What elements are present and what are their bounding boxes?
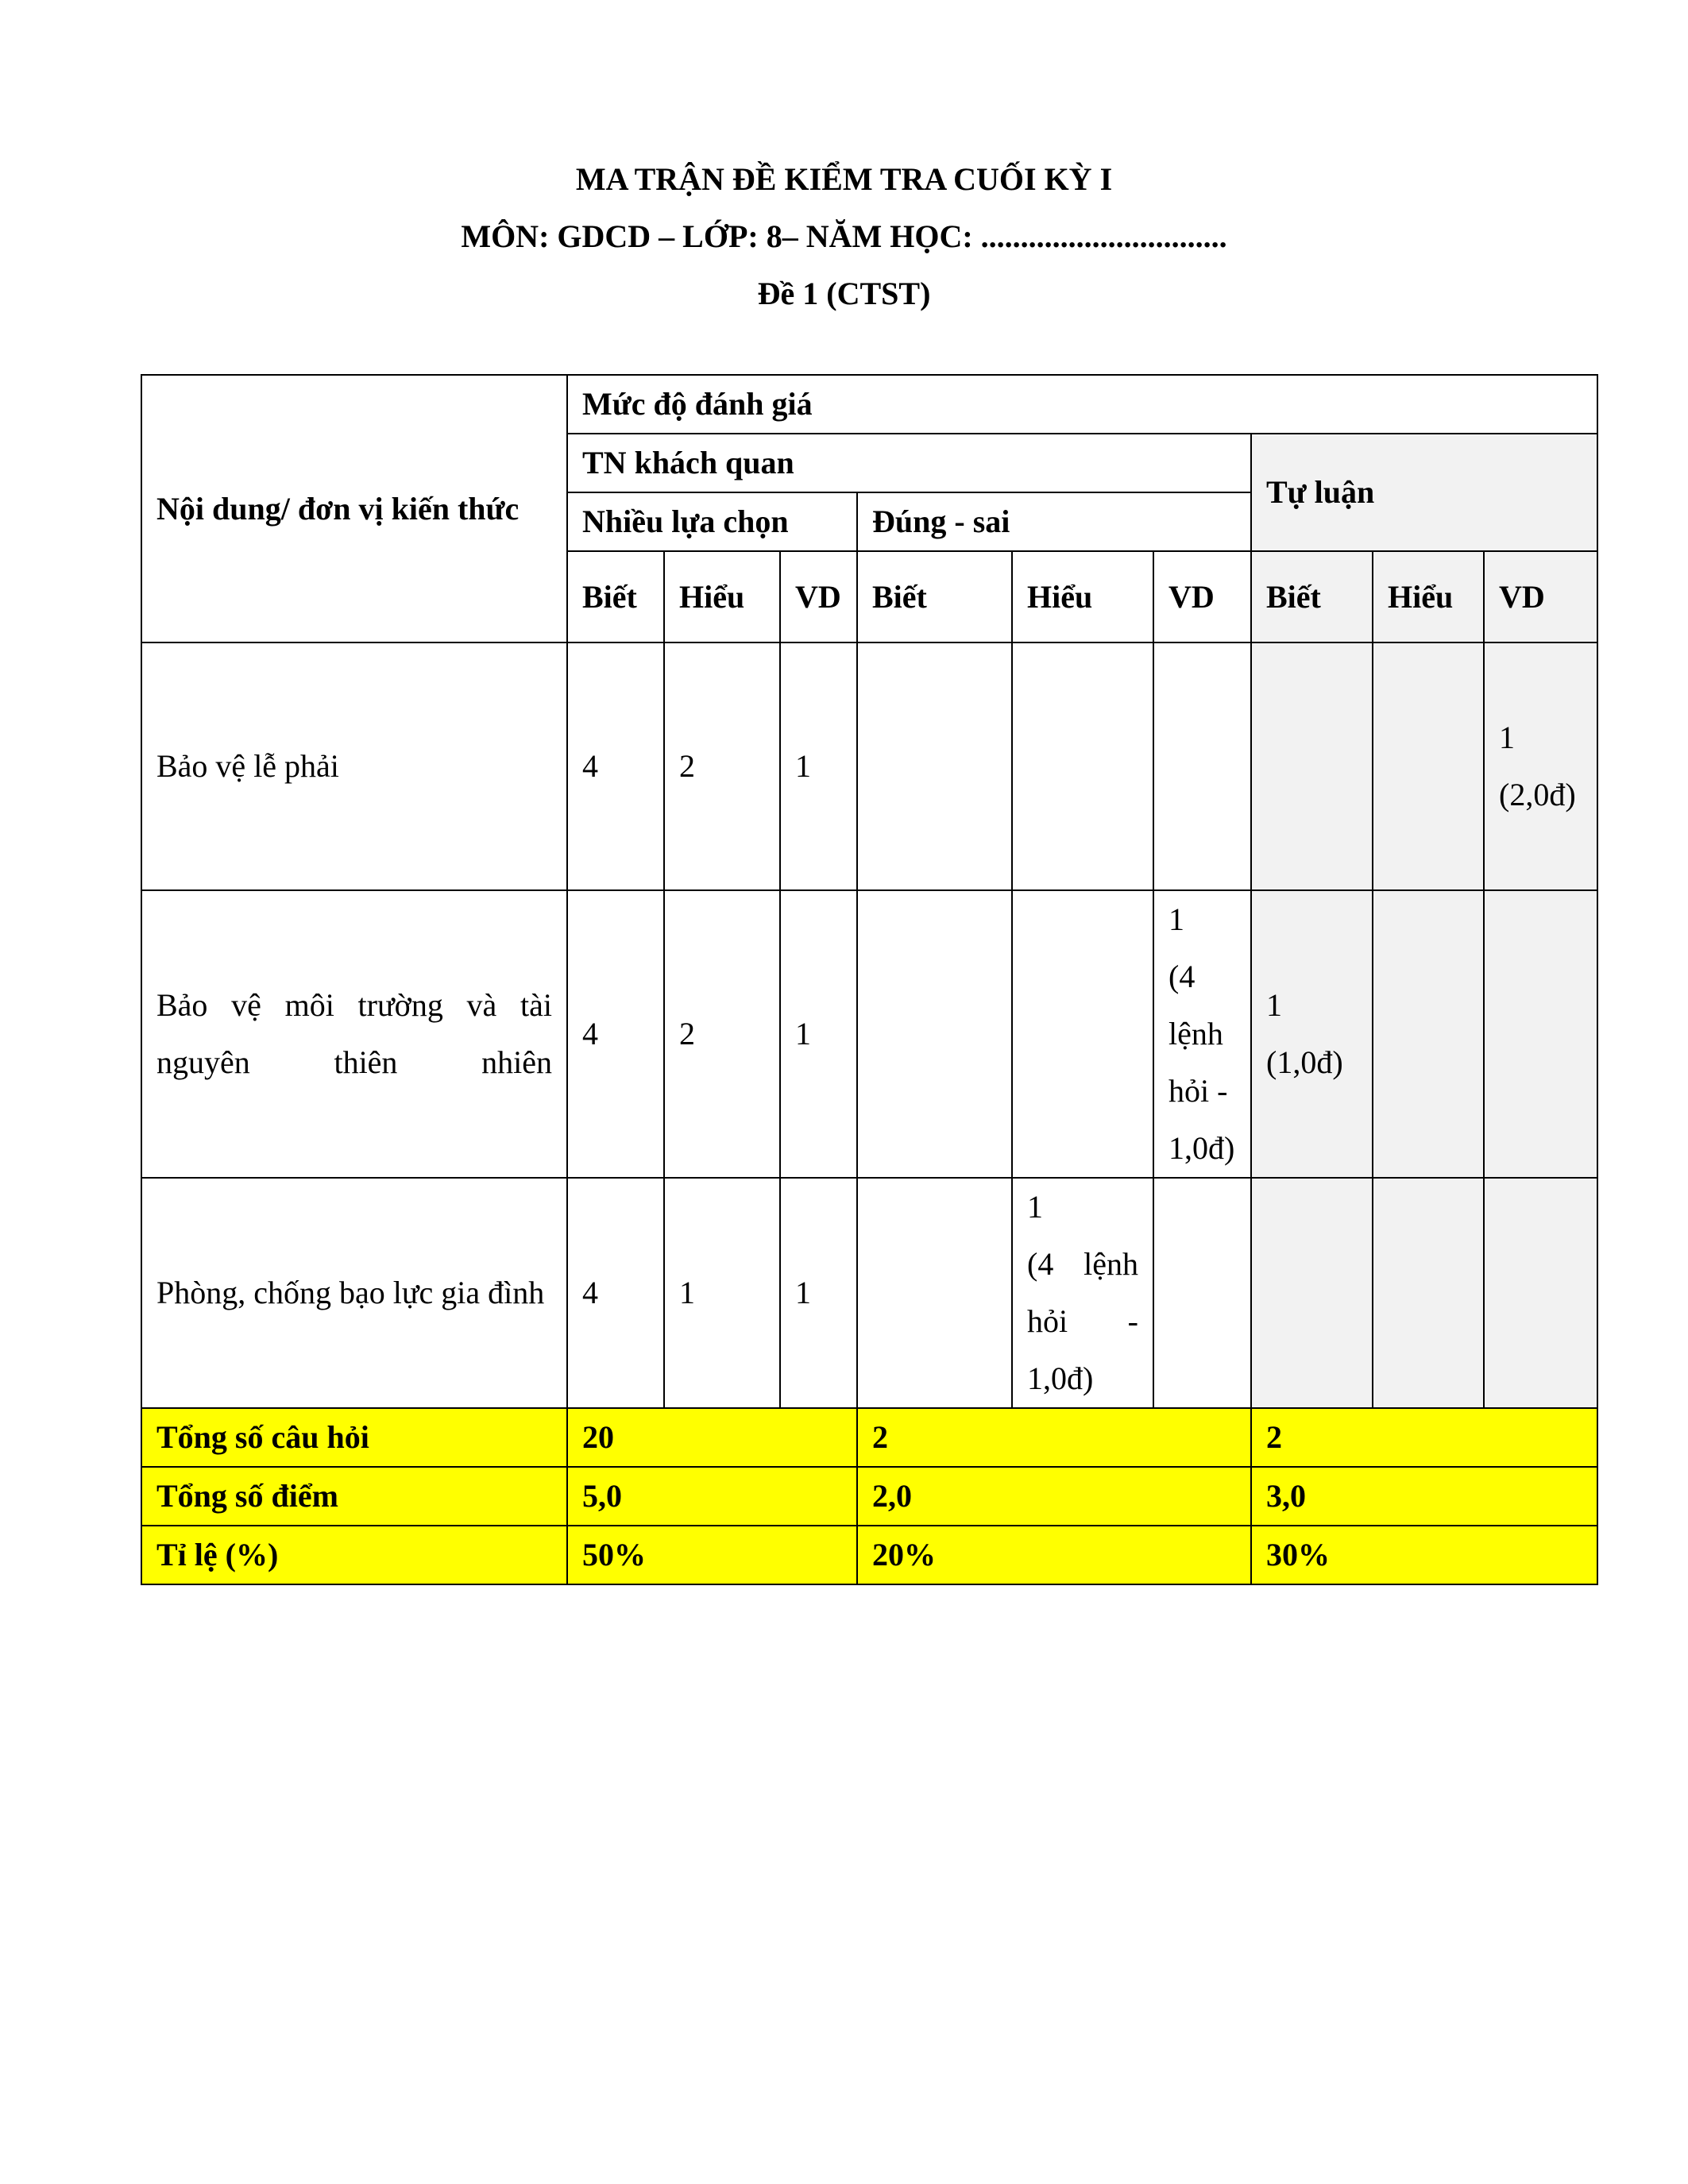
total-label: Tỉ lệ (%)	[141, 1526, 567, 1584]
count-cell: 4	[567, 1178, 664, 1408]
count-cell	[1373, 890, 1484, 1178]
table-row	[141, 1178, 1597, 1408]
count-cell	[1012, 642, 1153, 890]
count-cell	[1251, 642, 1373, 890]
cell-line: lệnh	[1168, 1016, 1223, 1051]
cell-line: 1	[1168, 901, 1184, 937]
level-header: VD	[780, 551, 857, 642]
ratio-row	[141, 1526, 1597, 1584]
true-false-header: Đúng - sai	[857, 492, 1251, 551]
count-cell	[1484, 1178, 1597, 1408]
title-line-3: Đề 1 (CTST)	[757, 276, 931, 311]
total-value: 30%	[1251, 1526, 1597, 1584]
count-cell	[1373, 1178, 1484, 1408]
essay-header: Tự luận	[1251, 434, 1597, 551]
level-header: VD	[1484, 551, 1597, 642]
topic-cell: Bảo vệ lễ phải	[141, 642, 567, 890]
count-cell	[1484, 890, 1597, 1178]
cell-line: (2,0đ)	[1499, 777, 1576, 812]
level-header: Biết	[857, 551, 1012, 642]
level-header: Biết	[567, 551, 664, 642]
count-cell: 1	[780, 890, 857, 1178]
level-header: Biết	[1251, 551, 1373, 642]
assessment-matrix-table	[141, 374, 1598, 1585]
total-value: 2	[1251, 1408, 1597, 1467]
topic-cell: Bảo vệ môi trường và tài nguyên thiên nhiên	[141, 890, 567, 1178]
count-cell	[1251, 890, 1373, 1178]
multiple-choice-header: Nhiều lựa chọn	[567, 492, 857, 551]
title-line-1: MA TRẬN ĐỀ KIỂM TRA CUỐI KỲ I	[575, 161, 1113, 197]
count-cell	[857, 1178, 1012, 1408]
topic-cell: Phòng, chống bạo lực gia đình	[141, 1178, 567, 1408]
objective-test-header: TN khách quan	[567, 434, 1251, 492]
total-value: 5,0	[567, 1467, 857, 1526]
title-line-2: MÔN: GDCD – LỚP: 8– NĂM HỌC: ...............................	[461, 218, 1227, 254]
count-cell: 2	[664, 642, 780, 890]
cell-line: hỏi -	[1168, 1073, 1228, 1109]
total-value: 3,0	[1251, 1467, 1597, 1526]
count-cell	[1153, 642, 1251, 890]
table-row	[141, 642, 1597, 890]
header-row-1	[141, 375, 1597, 434]
total-questions-row	[141, 1408, 1597, 1467]
level-header: Hiểu	[1012, 551, 1153, 642]
total-points-row	[141, 1467, 1597, 1526]
cell-line: 1,0đ)	[1027, 1360, 1094, 1396]
total-value: 20%	[857, 1526, 1251, 1584]
level-header: Hiểu	[1373, 551, 1484, 642]
count-cell	[1012, 1178, 1153, 1408]
assessment-level-header: Mức độ đánh giá	[567, 375, 1597, 434]
cell-line: hỏi -	[1027, 1303, 1138, 1339]
count-cell: 4	[567, 890, 664, 1178]
count-cell	[1153, 1178, 1251, 1408]
total-value: 2	[857, 1408, 1251, 1467]
count-cell	[1012, 890, 1153, 1178]
count-cell: 1	[664, 1178, 780, 1408]
content-column-header: Nội dung/ đơn vị kiến thức	[141, 375, 567, 642]
count-cell	[1153, 890, 1251, 1178]
count-cell	[1251, 1178, 1373, 1408]
title-block	[0, 151, 1688, 322]
cell-line: 1	[1266, 987, 1282, 1023]
cell-line: (1,0đ)	[1266, 1044, 1343, 1080]
count-cell: 2	[664, 890, 780, 1178]
cell-line: (4	[1168, 959, 1196, 994]
cell-line: 1,0đ)	[1168, 1130, 1235, 1166]
total-label: Tổng số câu hỏi	[141, 1408, 567, 1467]
count-cell	[1484, 642, 1597, 890]
count-cell	[857, 890, 1012, 1178]
level-header: VD	[1153, 551, 1251, 642]
cell-line: (4 lệnh	[1027, 1246, 1138, 1282]
total-value: 20	[567, 1408, 857, 1467]
table-row	[141, 890, 1597, 1178]
count-cell: 4	[567, 642, 664, 890]
count-cell: 1	[780, 1178, 857, 1408]
count-cell	[857, 642, 1012, 890]
total-value: 2,0	[857, 1467, 1251, 1526]
level-header: Hiểu	[664, 551, 780, 642]
count-cell	[1373, 642, 1484, 890]
total-value: 50%	[567, 1526, 857, 1584]
cell-line: 1	[1027, 1189, 1043, 1225]
count-cell: 1	[780, 642, 857, 890]
cell-line: 1	[1499, 720, 1515, 755]
total-label: Tổng số điểm	[141, 1467, 567, 1526]
